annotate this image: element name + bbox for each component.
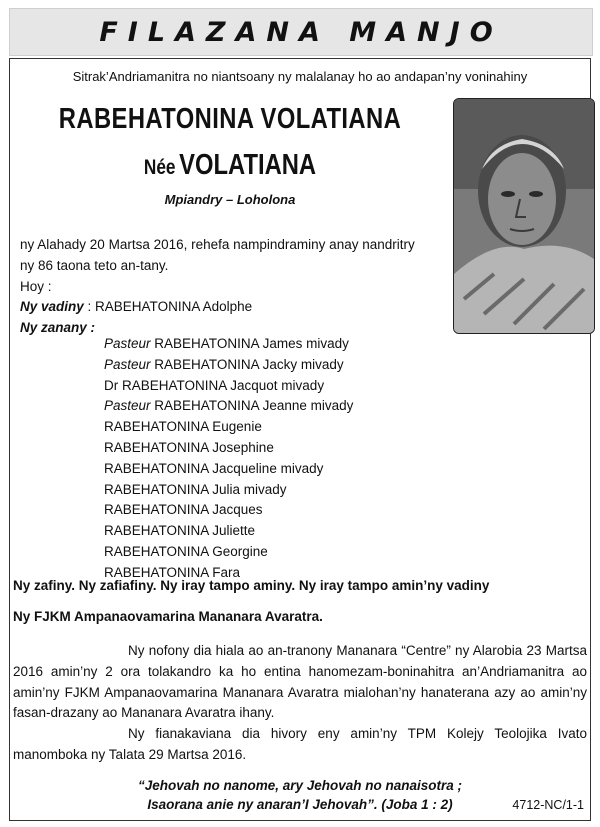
zanany-label: Ny zanany : [20,320,96,336]
child-name: RABEHATONINA Julia mivady [104,481,287,497]
portrait-image [454,99,594,333]
vadiny-separator: : [83,299,96,315]
child-name: RABEHATONINA Fara [104,564,241,580]
child-name: RABEHATONINA Georgine [104,543,268,559]
children-list [104,334,424,584]
child-title: Pasteur [104,398,151,414]
intro-block [20,235,440,339]
family-line: Ny zafiny. Ny zafiafiny. Ny iray tampo aminy. Ny iray tampo amin’ny vadiny [13,578,490,593]
notice-frame [9,58,591,821]
paragraph-2: Ny fianakaviana dia hivory eny amin’ny TPM Kolejy Teolojika Ivato manomboka ny Talata 29 Martsa 2016. [13,726,587,762]
reference-code: 4712-NC/1-1 [512,798,584,812]
child-name: RABEHATONINA Juliette [104,523,256,539]
list-item [104,542,424,563]
list-item [104,376,424,397]
list-item [104,396,424,417]
list-item [104,459,424,480]
bible-verse [120,776,480,814]
child-name: RABEHATONINA Jacques [104,502,263,518]
tagline: Sitrak’Andriamanitra no niantsoany ny malalanay ho ao andapan’ny voninahiny [72,69,528,84]
header-banner [9,8,593,56]
list-item [104,417,424,438]
vadiny-label: Ny vadiny [20,299,84,315]
list-item [104,521,424,542]
verse-line-2: Isaorana anie ny anaran’I Jehovah”. (Joba 1 : 2) [147,797,453,812]
maiden-name: VOLATIANA [179,149,317,181]
portrait-photo [453,98,595,334]
child-name: RABEHATONINA Jacqueline mivady [104,460,324,476]
list-item [104,438,424,459]
child-name: Dr RABEHATONINA Jacquot mivady [104,377,325,393]
child-name: RABEHATONINA Eugenie [104,419,262,435]
hoy-line: Hoy : [20,278,52,294]
list-item [104,500,424,521]
nee-prefix: Née [143,156,176,179]
child-name: RABEHATONINA James mivady [154,336,349,351]
maiden-name-row [58,149,402,182]
paragraph-1: Ny nofony dia hiala ao an-tranony Mananara “Centre” ny Alarobia 23 Martsa 2016 amin’ny 2 ora tolakandro ka ho entina hanomezam-boninahitra an’Andriamanitra ao amin’ny FJKM Ampanaovamarina Mananara Avaratra mialohan’ny hanaterana azy ao amin’ny fasan-drazany ao Mananara Avaratra ihany. [13,643,587,721]
deceased-name: RABEHATONINA VOLATIANA [58,103,402,135]
child-name: RABEHATONINA Josephine [104,439,274,455]
header-title: FILAZANA MANJO [99,16,503,48]
vadiny-name: RABEHATONINA Adolphe [95,299,253,315]
intro-line-2: ny 86 taona teto an-tany. [20,257,169,273]
child-name: RABEHATONINA Jeanne mivady [154,398,354,414]
child-title: Pasteur [104,336,151,351]
church-line: Ny FJKM Ampanaovamarina Mananara Avaratra. [13,609,323,624]
child-title: Pasteur [104,356,151,372]
child-name: RABEHATONINA Jacky mivady [154,356,344,372]
list-item [104,355,424,376]
list-item [104,480,424,501]
deceased-role: Mpiandry – Loholona [164,192,296,207]
verse-line-1: “Jehovah no nanome, ary Jehovah no nanaisotra ; [137,778,463,793]
list-item [104,334,424,355]
intro-line-1: ny Alahady 20 Martsa 2016, rehefa nampindraminy anay nandritry [20,237,415,252]
vadiny-row [20,297,440,318]
